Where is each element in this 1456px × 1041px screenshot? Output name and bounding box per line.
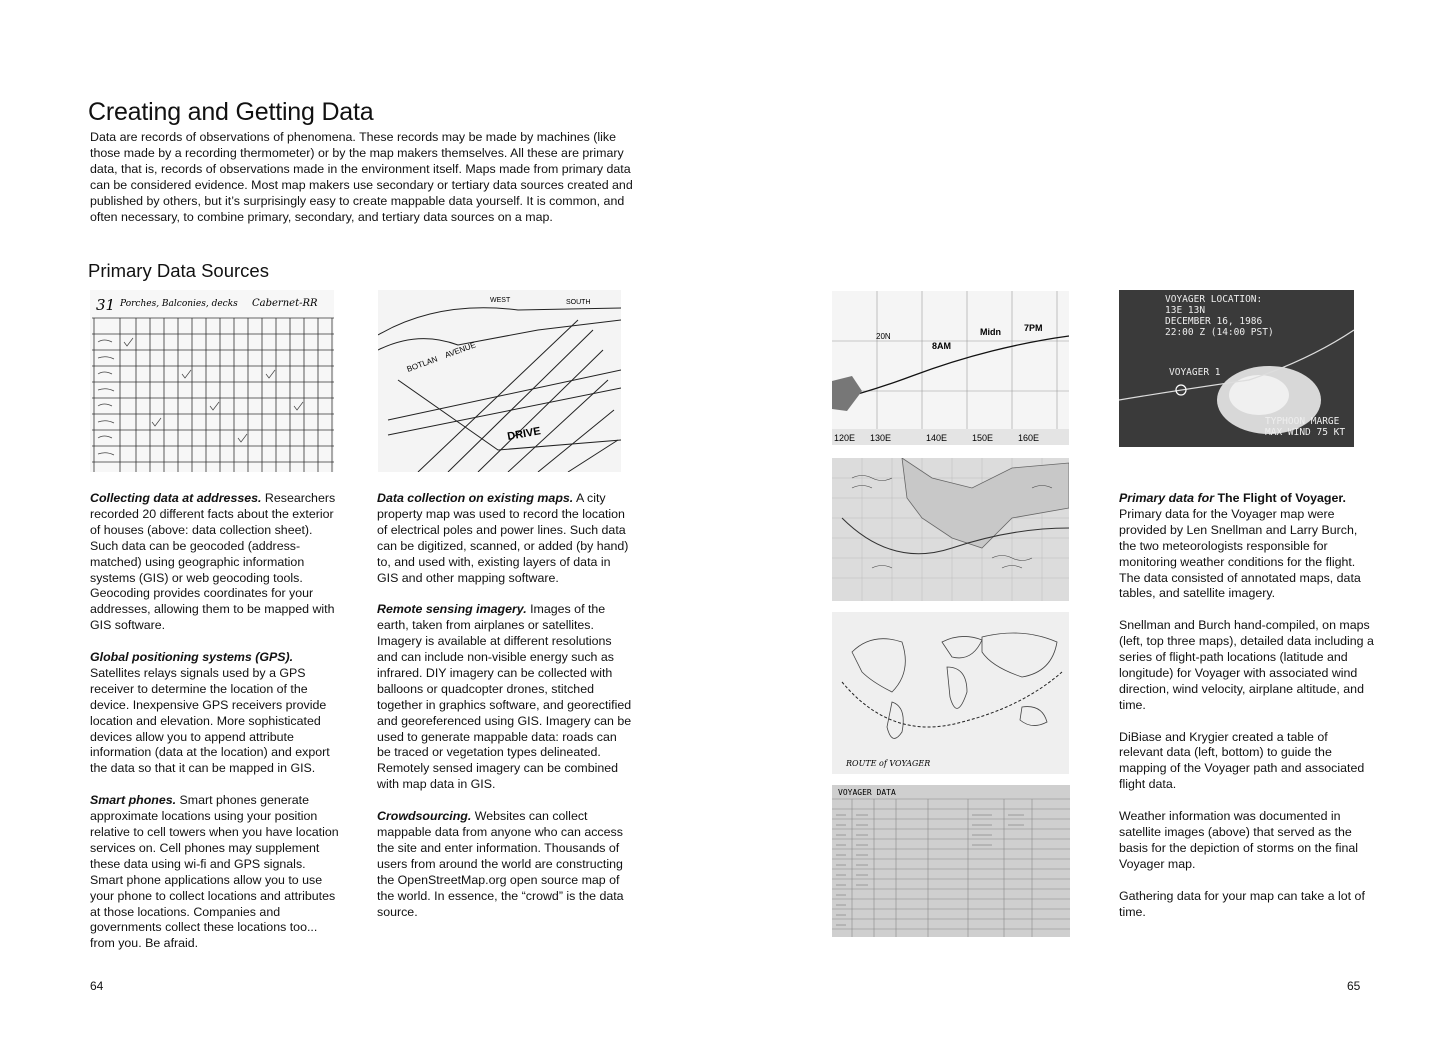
satellite-image <box>1119 290 1354 447</box>
lead-voyager: Primary data for <box>1119 491 1215 505</box>
chart-label-20n: 20N <box>876 332 891 341</box>
intro-paragraph: Data are records of observations of phenomena. These records may be made by machines (like those made by a recording thermometer) or by the map makers themselves. All these are primary data, that is, records of observations made in the environment itself. Maps made from primary data can be considered evidence. Most map makers use secondary or tertiary data sources created and published by others, but it’s surprisingly easy to create mappable data yourself. It is common, and often necessary, to combine primary, secondary, and tertiary data sources on a map. <box>90 130 633 225</box>
body-addresses: Researchers recorded 20 different facts about the exterior of houses (above: data collection sheet). Such data can be geocoded (address-matched) using geographic information systems (GIS) or web geocoding tools. Geocoding provides coordinates for your addresses, allowing them to be mapped with GIS software. <box>90 491 336 633</box>
table-heading: VOYAGER DATA <box>838 788 896 797</box>
chart-label-130e: 130E <box>870 433 892 443</box>
annotated-route-map-image <box>832 458 1069 601</box>
column-left <box>90 491 340 968</box>
paragraph-gathering: Gathering data for your map can take a lot of time. <box>1119 888 1365 919</box>
body-gps: Satellites relays signals used by a GPS receiver to determine the location of the device. Inexpensive GPS receivers provide location and elevation. More sophisticated devices allow you to append attribute information (data at the location) and export the data so that it can be mapped in GIS. <box>90 665 330 776</box>
paragraph-snellman: Snellman and Burch hand-compiled, on maps (left, top three maps), detailed data including a series of flight-path locations (latitude and longitude) for Voyager with associated wind direction, wind velocity, airplane altitude, and time. <box>1119 618 1374 712</box>
paragraph-remote-sensing <box>377 602 633 793</box>
satellite-text-2: DECEMBER 16, 1986 <box>1165 316 1263 327</box>
chart-label-8am: 8AM <box>932 341 952 351</box>
body-voyager: Primary data for the Voyager map were provided by Len Snellman and Larry Burch, the two meteorologists responsible for monitoring weather conditions for the flight. The data consisted of annotated maps, data tables, and satellite imagery. <box>1119 506 1361 601</box>
chart-label-7pm: 7PM <box>1024 323 1043 333</box>
chart-label-midn: Midn <box>980 327 1001 337</box>
satellite-text-0: VOYAGER LOCATION: <box>1165 294 1263 305</box>
body-smartphones: Smart phones generate approximate locations using your position relative to cell towers when you have location services on. Cell phones may supplement these data using wi-fi and GPS signals. Smart phone applications allow you to use your phone to collect locations and attributes at those locations. Companies and governments collect these locations too... from you. Be afraid. <box>90 793 339 951</box>
lead-gps: Global positioning systems (GPS). <box>90 650 294 665</box>
satellite-text-6: MAX WIND 75 KT <box>1265 427 1346 438</box>
property-map-image <box>378 290 621 472</box>
satellite-text-5: TYPHOON MARGE <box>1265 416 1340 427</box>
sheet-heading: Porches, Balconies, decks <box>120 299 238 309</box>
map-label-drive: DRIVE <box>506 425 542 443</box>
route-caption: ROUTE of VOYAGER <box>846 759 931 768</box>
data-collection-sheet-image <box>90 290 334 472</box>
chart-label-140e: 140E <box>926 433 948 443</box>
paragraph-smartphones <box>90 793 340 952</box>
world-route-map-image <box>832 612 1069 774</box>
lead-remote-sensing: Remote sensing imagery. <box>377 602 527 617</box>
chart-label-150e: 150E <box>972 433 994 443</box>
column-middle <box>377 491 633 936</box>
paragraph-dibiase: DiBiase and Krygier created a table of relevant data (left, bottom) to guide the mapping of the Voyager path and associated flight data. <box>1119 729 1365 792</box>
page-title: Creating and Getting Data <box>88 98 374 126</box>
column-right <box>1119 491 1375 936</box>
lead-addresses: Collecting data at addresses. <box>90 491 262 505</box>
paragraph-gps <box>90 650 340 777</box>
weather-chart-image <box>832 291 1069 445</box>
body-remote-sensing: Images of the earth, taken from airplanes or satellites. Imagery is available at different resolutions and can include non-visible energy such as infrared. DIY imagery can be collected with balloons or quadcopter drones, stitched together in graphics software, and georectified and georeferenced using GIS. Imagery can be used to generate mappable data: roads can be traced or vegetation types delineated. Remotely sensed imagery can be combined with map data in GIS. <box>377 602 632 792</box>
paragraph-existing-maps <box>377 491 633 586</box>
page-number-right: 65 <box>1347 979 1361 993</box>
satellite-text-1: 13E 13N <box>1165 305 1206 316</box>
map-label-avenue: AVENUE <box>443 340 478 360</box>
sheet-number: 31 <box>96 296 116 314</box>
paragraph-weather: Weather information was documented in satellite images (above) that served as the basis for the depiction of storms on the final Voyager map. <box>1119 809 1358 871</box>
paragraph-crowdsourcing <box>377 809 633 920</box>
map-label-west: WEST <box>490 297 511 304</box>
map-label-south: SOUTH <box>566 299 591 306</box>
paragraph-addresses <box>90 491 340 634</box>
voyager-data-table-image <box>832 785 1070 937</box>
body-crowdsourcing: Websites can collect mappable data from anyone who can access the site and enter information. Thousands of users from around the world are constructing the OpenStreetMap.org open source map of the world. In essence, the “crowd” is the data source. <box>377 809 624 919</box>
paragraph-voyager-primary <box>1119 491 1375 602</box>
body-existing-maps: A city property map was used to record the location of electrical poles and power lines. Such data can be digitized, scanned, or added (by hand) to, and used with, existing layers of data in GIS and other mapping software. <box>377 491 629 585</box>
map-label-botlan: BOTLAN <box>405 354 439 374</box>
satellite-text-4: VOYAGER 1 <box>1169 367 1221 378</box>
sheet-corner-note: Cabernet-RR <box>252 298 318 309</box>
section-subtitle: Primary Data Sources <box>88 260 269 281</box>
lead-existing-maps: Data collection on existing maps. <box>377 491 574 505</box>
lead-smartphones: Smart phones. <box>90 793 177 808</box>
chart-label-160e: 160E <box>1018 433 1040 443</box>
lead-crowdsourcing: Crowdsourcing. <box>377 809 472 824</box>
chart-label-120e: 120E <box>834 433 856 443</box>
satellite-text-3: 22:00 Z (14:00 PST) <box>1165 327 1274 338</box>
voyager-title: The Flight of Voyager. <box>1214 491 1346 505</box>
page-number-left: 64 <box>90 979 104 993</box>
